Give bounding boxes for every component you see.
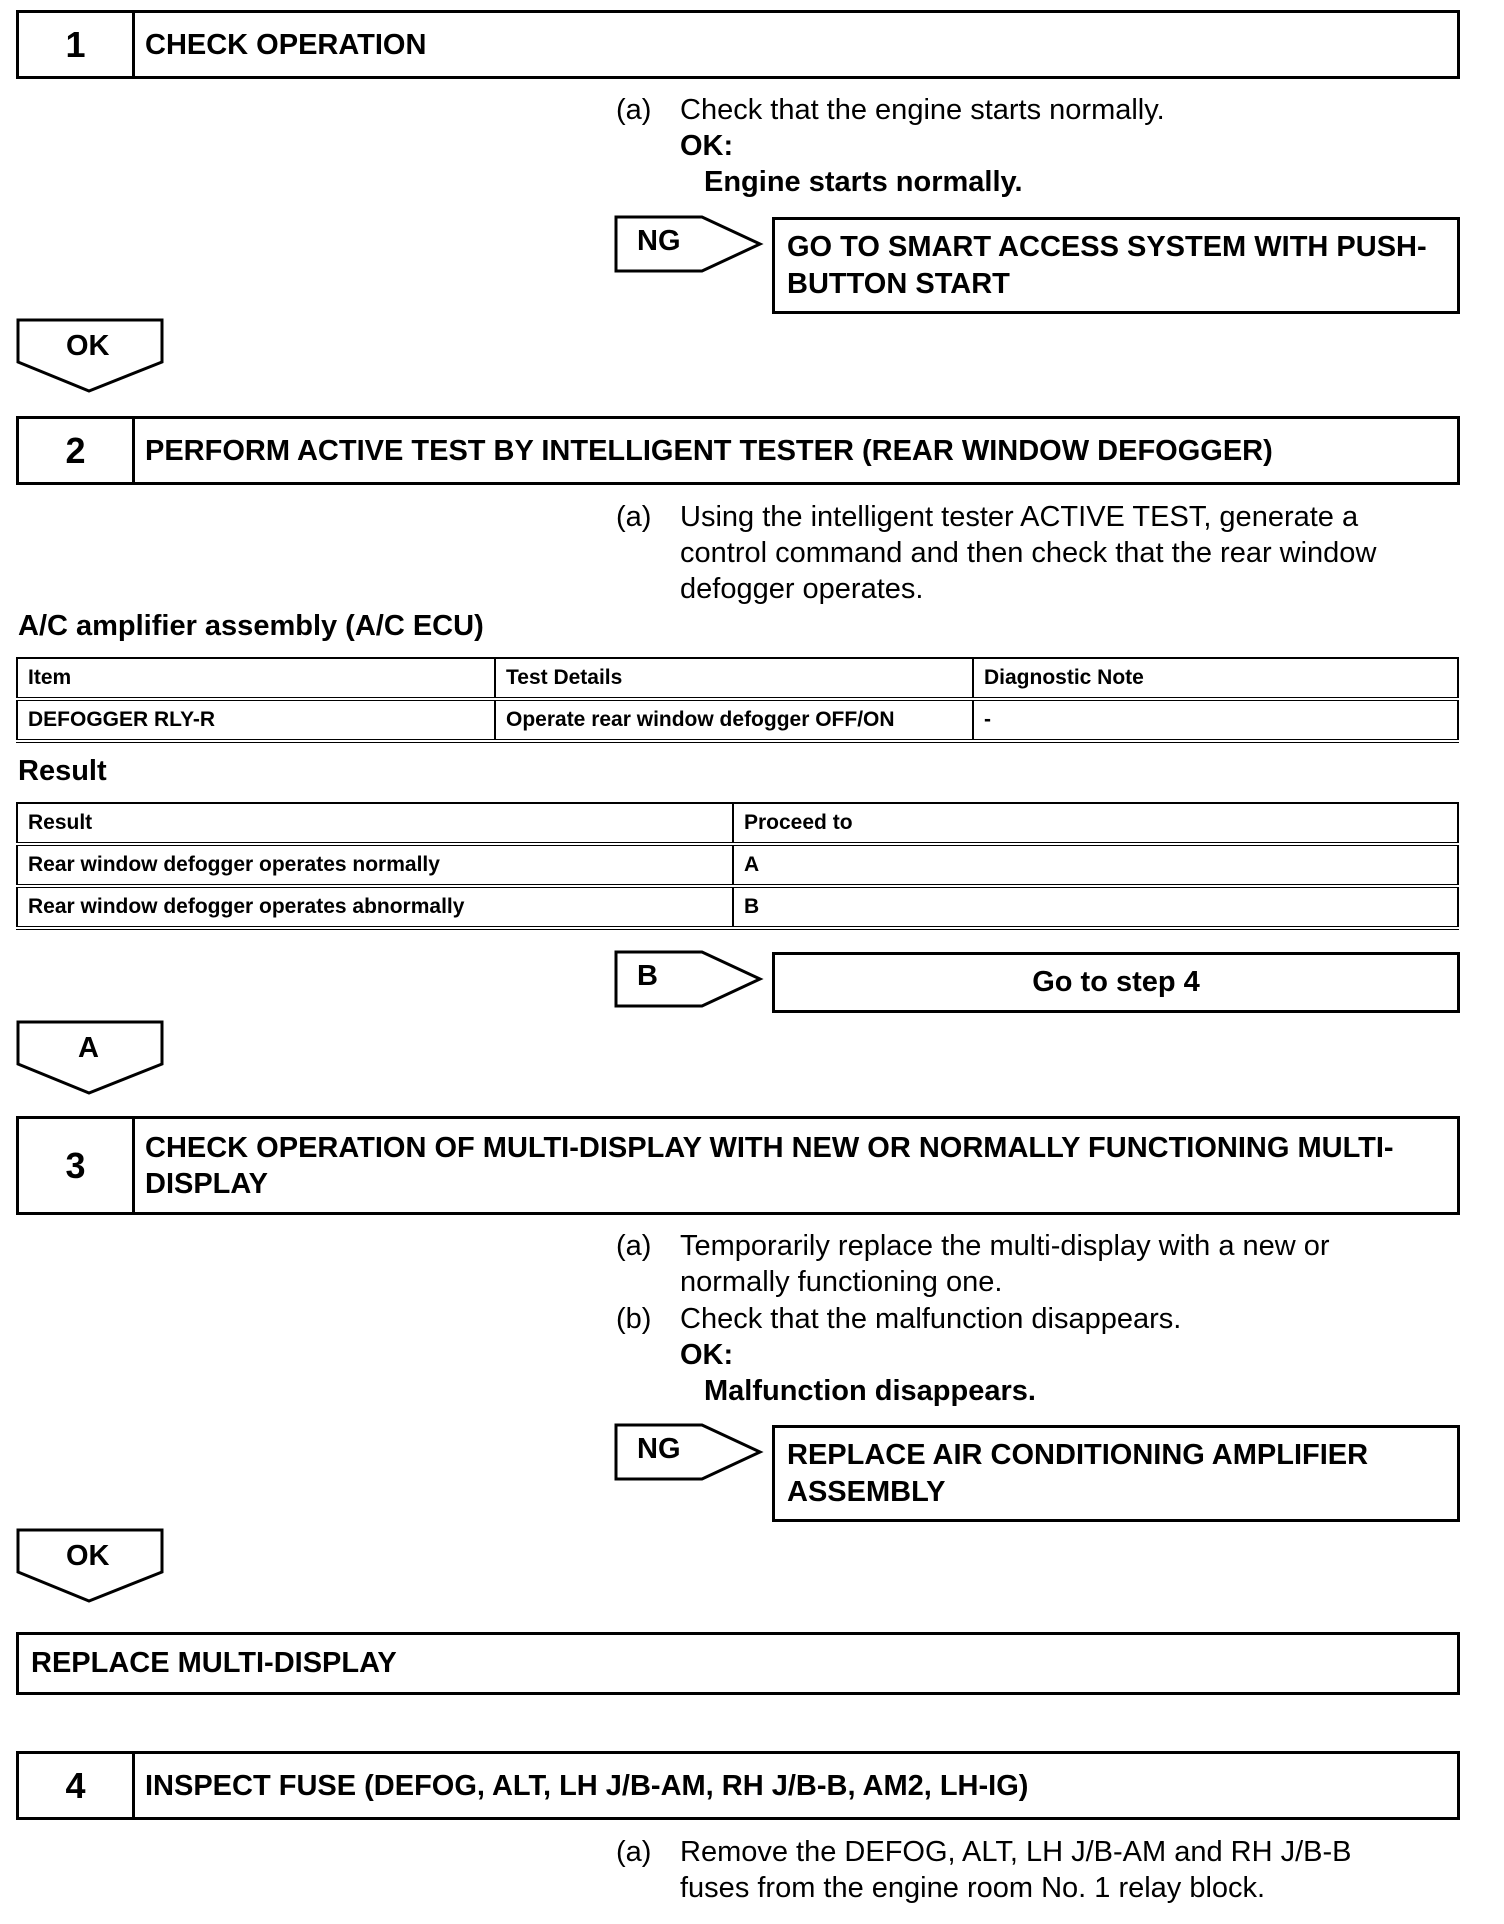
step-2-procedure: [616, 499, 1456, 609]
step-2-header: [16, 416, 1460, 485]
header-cell: Diagnostic Note: [973, 658, 1458, 699]
item-text: Using the intelligent tester ACTIVE TEST, generate a control command and then check that the rear window defogger operates.: [680, 501, 1377, 605]
step-1-header: [16, 10, 1460, 79]
step-number: 3: [19, 1119, 135, 1212]
item-label: (a): [616, 94, 652, 126]
step-1-procedure: [616, 92, 1456, 207]
table-row: [17, 844, 1458, 886]
ok-flow-tag: [16, 318, 164, 394]
table-header-row: [17, 803, 1458, 844]
step-3-procedure: [616, 1228, 1456, 1413]
table-cell: Rear window defogger operates normally: [17, 844, 733, 886]
a-label: A: [78, 1032, 99, 1064]
table-cell: A: [733, 844, 1458, 886]
step-4-header: [16, 1751, 1460, 1820]
step-number: 2: [19, 419, 135, 482]
item-text: Check that the engine starts normally.: [680, 94, 1165, 126]
table-row: [17, 699, 1458, 741]
b-result-box: [772, 952, 1460, 1013]
b-label: B: [637, 960, 658, 992]
step-title: CHECK OPERATION OF MULTI-DISPLAY WITH NEW OR NORMALLY FUNCTIONING MULTI-DISPLAY: [145, 1131, 1394, 1200]
section-title: A/C amplifier assembly (A/C ECU): [18, 610, 484, 642]
replace-multi-display-box: [16, 1632, 1460, 1695]
ng-label: NG: [637, 225, 681, 257]
ok-criteria: Malfunction disappears.: [704, 1375, 1036, 1407]
ok-label: OK:: [680, 130, 734, 162]
step-number: 4: [19, 1754, 135, 1817]
header-cell: Item: [17, 658, 495, 699]
ok-label: OK:: [680, 1339, 734, 1371]
table-cell: -: [973, 699, 1458, 741]
active-test-table: [16, 657, 1459, 743]
ok-flow-tag: [16, 1528, 164, 1604]
replace-text: REPLACE MULTI-DISPLAY: [31, 1647, 397, 1679]
item-text: Check that the malfunction disappears.: [680, 1303, 1182, 1335]
a-flow-tag: [16, 1020, 164, 1096]
header-cell: Proceed to: [733, 803, 1458, 844]
ng-result-box: [772, 1425, 1460, 1522]
ng-branch-tag: [614, 215, 764, 273]
item-text: Temporarily replace the multi-display with a new or normally functioning one.: [680, 1230, 1330, 1298]
step-3-header: [16, 1116, 1460, 1215]
table-cell: Rear window defogger operates abnormally: [17, 886, 733, 928]
header-cell: Result: [17, 803, 733, 844]
table-cell: B: [733, 886, 1458, 928]
table-header-row: [17, 658, 1458, 699]
ng-label: NG: [637, 1433, 681, 1465]
result-table: [16, 802, 1459, 930]
ok-label: OK: [66, 330, 110, 362]
step-4-procedure: [616, 1834, 1456, 1914]
step-title: PERFORM ACTIVE TEST BY INTELLIGENT TESTER (REAR WINDOW DEFOGGER): [145, 434, 1273, 467]
b-result-text: Go to step 4: [1032, 966, 1200, 998]
item-text: Remove the DEFOG, ALT, LH J/B-AM and RH J/B-B fuses from the engine room No. 1 relay block.: [680, 1836, 1352, 1904]
item-label: (b): [616, 1303, 652, 1335]
item-label: (a): [616, 1230, 652, 1262]
table-cell: DEFOGGER RLY-R: [17, 699, 495, 741]
ok-label: OK: [66, 1540, 110, 1572]
ok-criteria: Engine starts normally.: [704, 166, 1023, 198]
table-cell: Operate rear window defogger OFF/ON: [495, 699, 973, 741]
step-title: INSPECT FUSE (DEFOG, ALT, LH J/B-AM, RH J/B-B, AM2, LH-IG): [145, 1769, 1029, 1802]
result-title: Result: [18, 755, 107, 787]
b-branch-tag: [614, 950, 764, 1008]
ng-result-text: REPLACE AIR CONDITIONING AMPLIFIER ASSEMBLY: [787, 1438, 1369, 1508]
item-label: (a): [616, 1836, 652, 1868]
ng-result-text: GO TO SMART ACCESS SYSTEM WITH PUSH-BUTTON START: [787, 230, 1427, 300]
ng-branch-tag: [614, 1423, 764, 1481]
step-number: 1: [19, 13, 135, 76]
item-label: (a): [616, 501, 652, 533]
table-row: [17, 886, 1458, 928]
header-cell: Test Details: [495, 658, 973, 699]
ng-result-box: [772, 217, 1460, 314]
step-title: CHECK OPERATION: [145, 28, 427, 61]
